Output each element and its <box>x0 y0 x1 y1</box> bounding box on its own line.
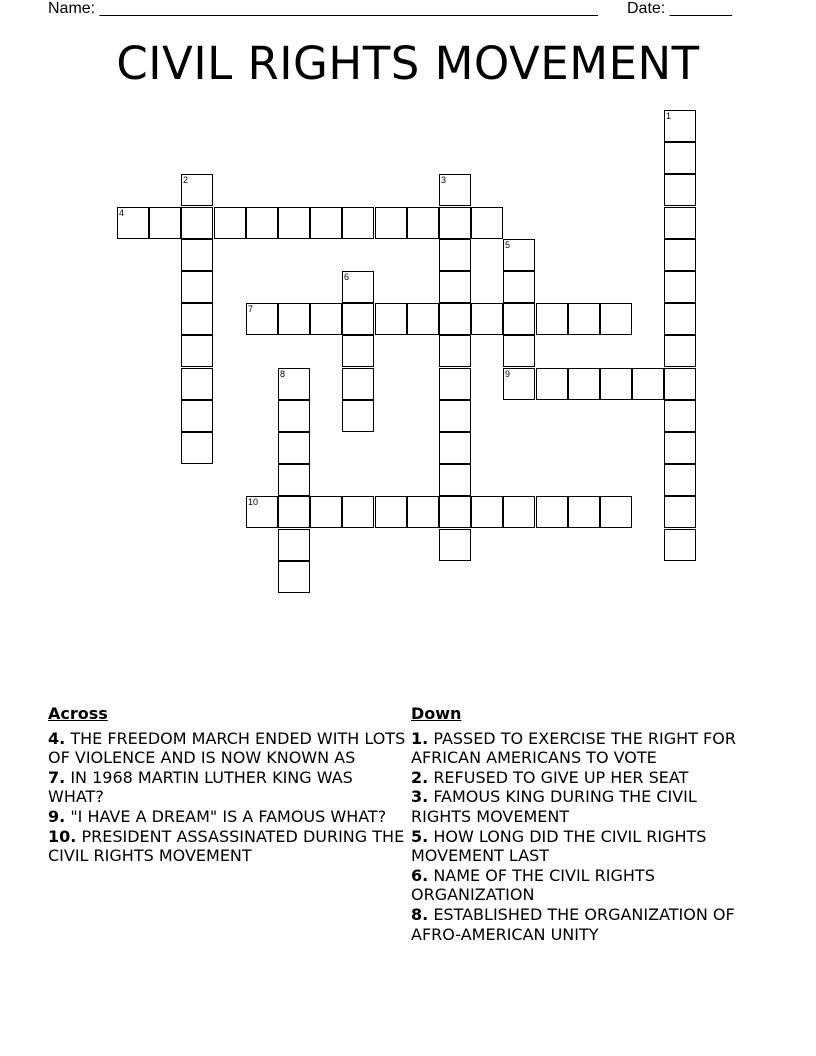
crossword-cell[interactable] <box>181 239 213 271</box>
crossword-cell[interactable] <box>600 303 632 335</box>
crossword-cell[interactable] <box>278 303 310 335</box>
crossword-cell[interactable] <box>342 271 374 303</box>
crossword-cell[interactable] <box>600 368 632 400</box>
crossword-cell[interactable] <box>278 400 310 432</box>
clue-text: ESTABLISHED THE ORGANIZATION OF AFRO-AMERICAN UNITY <box>411 904 735 944</box>
crossword-cell[interactable] <box>439 464 471 496</box>
down-clue <box>411 787 741 826</box>
crossword-cell[interactable] <box>664 174 696 206</box>
crossword-cell[interactable] <box>278 529 310 561</box>
down-heading: Down <box>411 704 462 723</box>
clue-text: PASSED TO EXERCISE THE RIGHT FOR AFRICAN AMERICANS TO VOTE <box>411 728 736 768</box>
crossword-cell[interactable] <box>375 496 407 528</box>
crossword-cell[interactable] <box>503 496 535 528</box>
name-field-label[interactable]: Name: ________________________________________________________ <box>48 0 598 17</box>
clue-number-label: 7 <box>248 304 254 314</box>
crossword-cell[interactable] <box>181 400 213 432</box>
crossword-cell[interactable] <box>439 271 471 303</box>
crossword-cell[interactable] <box>342 303 374 335</box>
crossword-cell[interactable] <box>342 400 374 432</box>
crossword-cell[interactable] <box>342 335 374 367</box>
crossword-cell[interactable] <box>503 303 535 335</box>
crossword-cell[interactable] <box>310 496 342 528</box>
crossword-cell[interactable] <box>503 271 535 303</box>
crossword-cell[interactable] <box>246 496 278 528</box>
crossword-cell[interactable] <box>278 464 310 496</box>
clue-text: NAME OF THE CIVIL RIGHTS ORGANIZATION <box>411 865 655 905</box>
down-clue <box>411 729 741 768</box>
crossword-cell[interactable] <box>664 303 696 335</box>
clue-number: 5. <box>411 826 429 846</box>
down-clue <box>411 768 741 788</box>
crossword-cell[interactable] <box>181 174 213 206</box>
crossword-cell[interactable] <box>664 432 696 464</box>
down-clue <box>411 827 741 866</box>
crossword-cell[interactable] <box>181 432 213 464</box>
crossword-cell[interactable] <box>536 496 568 528</box>
clue-number: 4. <box>48 728 66 748</box>
crossword-cell[interactable] <box>664 335 696 367</box>
clue-text: REFUSED TO GIVE UP HER SEAT <box>433 767 689 787</box>
crossword-cell[interactable] <box>278 496 310 528</box>
clue-number-label: 9 <box>505 369 511 379</box>
crossword-cell[interactable] <box>149 207 181 239</box>
across-clue <box>48 807 406 827</box>
crossword-cell[interactable] <box>568 303 600 335</box>
crossword-cell[interactable] <box>278 432 310 464</box>
crossword-cell[interactable] <box>117 207 149 239</box>
crossword-cell[interactable] <box>439 400 471 432</box>
crossword-cell[interactable] <box>503 335 535 367</box>
across-clue <box>48 827 406 866</box>
crossword-cell[interactable] <box>439 432 471 464</box>
crossword-cell[interactable] <box>600 496 632 528</box>
crossword-cell[interactable] <box>536 303 568 335</box>
across-heading: Across <box>48 704 108 723</box>
clue-text: PRESIDENT ASSASSINATED DURING THE CIVIL RIGHTS MOVEMENT <box>48 826 405 866</box>
crossword-cell[interactable] <box>471 303 503 335</box>
clue-number: 10. <box>48 826 77 846</box>
crossword-cell[interactable] <box>664 110 696 142</box>
clue-number-label: 3 <box>441 175 447 185</box>
crossword-cell[interactable] <box>278 561 310 593</box>
clue-number: 2. <box>411 767 429 787</box>
crossword-cell[interactable] <box>439 174 471 206</box>
clue-text: THE FREEDOM MARCH ENDED WITH LOTS OF VIOLENCE AND IS NOW KNOWN AS <box>48 728 406 768</box>
clue-number: 6. <box>411 865 429 885</box>
clue-number-label: 2 <box>183 175 189 185</box>
crossword-cell[interactable] <box>664 464 696 496</box>
clue-number-label: 5 <box>505 240 511 250</box>
crossword-cell[interactable] <box>471 207 503 239</box>
crossword-cell[interactable] <box>503 368 535 400</box>
clue-text: FAMOUS KING DURING THE CIVIL RIGHTS MOVEMENT <box>411 787 697 826</box>
crossword-cell[interactable] <box>568 496 600 528</box>
crossword-cell[interactable] <box>310 303 342 335</box>
crossword-cell[interactable] <box>664 529 696 561</box>
crossword-cell[interactable] <box>181 207 213 239</box>
crossword-cell[interactable] <box>439 303 471 335</box>
crossword-cell[interactable] <box>664 239 696 271</box>
clue-text: IN 1968 MARTIN LUTHER KING WAS WHAT? <box>48 767 353 807</box>
crossword-cell[interactable] <box>439 529 471 561</box>
clue-text: "I HAVE A DREAM" IS A FAMOUS WHAT? <box>70 806 387 826</box>
crossword-cell[interactable] <box>310 207 342 239</box>
crossword-cell[interactable] <box>342 368 374 400</box>
crossword-cell[interactable] <box>407 207 439 239</box>
clue-number: 3. <box>411 787 429 807</box>
crossword-cell[interactable] <box>568 368 600 400</box>
down-clues <box>411 704 741 944</box>
crossword-cell[interactable] <box>632 368 664 400</box>
crossword-cell[interactable] <box>439 368 471 400</box>
crossword-cell[interactable] <box>503 239 535 271</box>
crossword-cell[interactable] <box>278 368 310 400</box>
crossword-cell[interactable] <box>536 368 568 400</box>
crossword-cell[interactable] <box>407 303 439 335</box>
crossword-cell[interactable] <box>342 207 374 239</box>
clue-number: 1. <box>411 728 429 748</box>
crossword-cell[interactable] <box>407 496 439 528</box>
date-field-label[interactable]: Date: _______ <box>627 0 732 17</box>
clue-text: HOW LONG DID THE CIVIL RIGHTS MOVEMENT LAST <box>411 826 707 866</box>
across-clues <box>48 704 406 866</box>
down-clue <box>411 866 741 905</box>
crossword-cell[interactable] <box>664 207 696 239</box>
crossword-cell[interactable] <box>439 239 471 271</box>
clue-number: 8. <box>411 904 429 924</box>
crossword-cell[interactable] <box>664 368 696 400</box>
clue-number-label: 4 <box>119 208 125 218</box>
across-clue <box>48 729 406 768</box>
crossword-cell[interactable] <box>181 335 213 367</box>
crossword-cell[interactable] <box>181 271 213 303</box>
clue-number: 9. <box>48 806 66 826</box>
clue-number-label: 10 <box>248 497 259 507</box>
crossword-cell[interactable] <box>439 496 471 528</box>
crossword-cell[interactable] <box>664 400 696 432</box>
clue-number: 7. <box>48 767 66 787</box>
clue-number-label: 1 <box>666 111 672 121</box>
crossword-cell[interactable] <box>664 271 696 303</box>
crossword-cell[interactable] <box>375 303 407 335</box>
crossword-cell[interactable] <box>246 207 278 239</box>
crossword-cell[interactable] <box>664 142 696 174</box>
crossword-cell[interactable] <box>375 207 407 239</box>
clue-number-label: 8 <box>280 369 286 379</box>
crossword-cell[interactable] <box>439 335 471 367</box>
crossword-cell[interactable] <box>471 496 503 528</box>
crossword-cell[interactable] <box>664 496 696 528</box>
crossword-cell[interactable] <box>181 368 213 400</box>
down-clue <box>411 905 741 944</box>
crossword-cell[interactable] <box>439 207 471 239</box>
page-title: CIVIL RIGHTS MOVEMENT <box>116 37 700 90</box>
clue-number-label: 6 <box>344 272 350 282</box>
crossword-cell[interactable] <box>181 303 213 335</box>
crossword-cell[interactable] <box>246 303 278 335</box>
crossword-cell[interactable] <box>342 496 374 528</box>
crossword-cell[interactable] <box>278 207 310 239</box>
across-clue <box>48 768 406 807</box>
crossword-cell[interactable] <box>214 207 246 239</box>
